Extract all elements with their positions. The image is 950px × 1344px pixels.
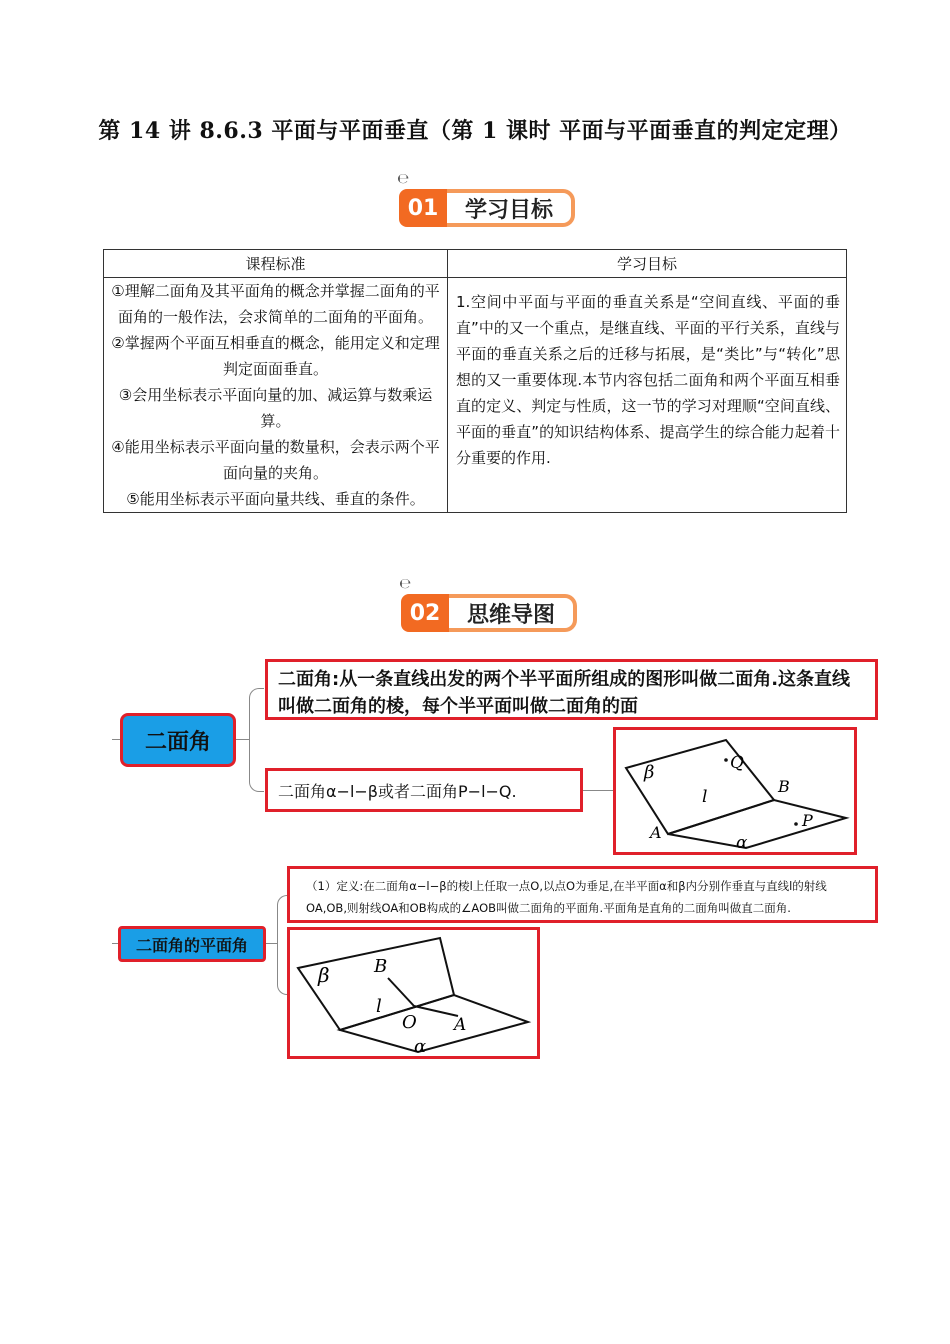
fig-label: B: [778, 777, 790, 796]
plane-beta: [626, 740, 774, 834]
node-plane-angle: 二面角的平面角: [118, 926, 266, 962]
point-q: [724, 758, 728, 762]
standard-item: ③会用坐标表示平面向量的加、减运算与数乘运算。: [118, 386, 433, 430]
branch-bracket: [249, 688, 264, 792]
section-badge-goals: [397, 171, 579, 227]
connector-line: [583, 790, 614, 791]
section-number: 01: [399, 189, 447, 227]
definition-text: 二面角:从一条直线出发的两个半平面所组成的图形叫做二面角.这条直线叫做二面角的棱，每个半平面叫做二面角的面: [278, 669, 851, 717]
section-number: 02: [401, 594, 449, 632]
objective-cell: 1.空间中平面与平面的垂直关系是“空间直线、平面的垂直”中的又一个重点，是继直线、平面的平行关系，直线与平面的垂直关系之后的迁移与拓展，是“类比”与“转化”思想的又一重要体现.本节内容包括二面角和两个平面互相垂直的定义、判定与性质，这一节的学习对理顺“空间直线、平面的垂直”的知识结构体系、提高学生的综合能力起着十分重要的作用.: [448, 278, 847, 513]
fig-label: B: [374, 956, 388, 977]
fig-label: O: [402, 1012, 417, 1033]
notation-box: [265, 768, 583, 812]
point-p: [794, 822, 798, 826]
notation-text: 二面角α−l−β或者二面角P−l−Q.: [278, 781, 517, 801]
plane-angle-definition-text: （1）定义:在二面角α−l−β的棱l上任取一点O,以点O为垂足,在半平面α和β内分别作垂直与直线l的射线OA,OB,则射线OA和OB构成的∠AOB叫做二面角的平面角.平面角是直角的二面角叫做直二面角.: [306, 879, 827, 915]
fig-label: β: [318, 963, 330, 987]
fig-label: A: [454, 1015, 467, 1035]
standard-item: ①理解二面角及其平面角的概念并掌握二面角的平面角的一般作法，会求简单的二面角的平面角。: [111, 282, 440, 326]
goals-table: [103, 249, 847, 513]
table-header-standard: 课程标准: [104, 250, 448, 278]
standard-item: ④能用坐标表示平面向量的数量积，会表示两个平面向量的夹角。: [111, 438, 440, 482]
hook-icon: ℮: [399, 576, 411, 592]
section-label: 思维导图: [449, 594, 577, 632]
section-label: 学习目标: [447, 189, 575, 227]
plane-angle-definition-box: [287, 866, 878, 923]
ray-ob: [388, 978, 414, 1006]
ray-oa: [414, 1006, 458, 1016]
definition-box: [265, 659, 878, 720]
plane-alpha: [668, 800, 846, 848]
page-title: 第 14 讲 8.6.3 平面与平面垂直（第 1 课时 平面与平面垂直的判定定理）: [98, 118, 852, 144]
fig-label: l: [376, 996, 382, 1017]
fig-label: P: [802, 811, 813, 830]
standard-item: ⑤能用坐标表示平面向量共线、垂直的条件。: [126, 490, 425, 508]
node-dihedral-angle: 二面角: [120, 713, 236, 767]
fig-label: α: [736, 833, 748, 852]
plane-angle-figure: [290, 930, 537, 1056]
section-badge-mindmap: [399, 576, 581, 632]
hook-icon: ℮: [397, 171, 409, 187]
dihedral-figure: [616, 730, 854, 852]
table-header-objective: 学习目标: [448, 250, 847, 278]
figure-box-2: [287, 927, 540, 1059]
fig-label: A: [650, 823, 662, 842]
connector-line: [236, 739, 250, 740]
figure-box-1: [613, 727, 857, 855]
fig-label: Q: [730, 753, 744, 773]
fig-label: β: [644, 762, 655, 783]
fig-label: l: [702, 787, 708, 807]
plane-alpha: [340, 995, 528, 1052]
standards-cell: [104, 278, 448, 513]
standard-item: ②掌握两个平面互相垂直的概念，能用定义和定理判定面面垂直。: [111, 334, 440, 378]
fig-label: α: [414, 1036, 427, 1056]
